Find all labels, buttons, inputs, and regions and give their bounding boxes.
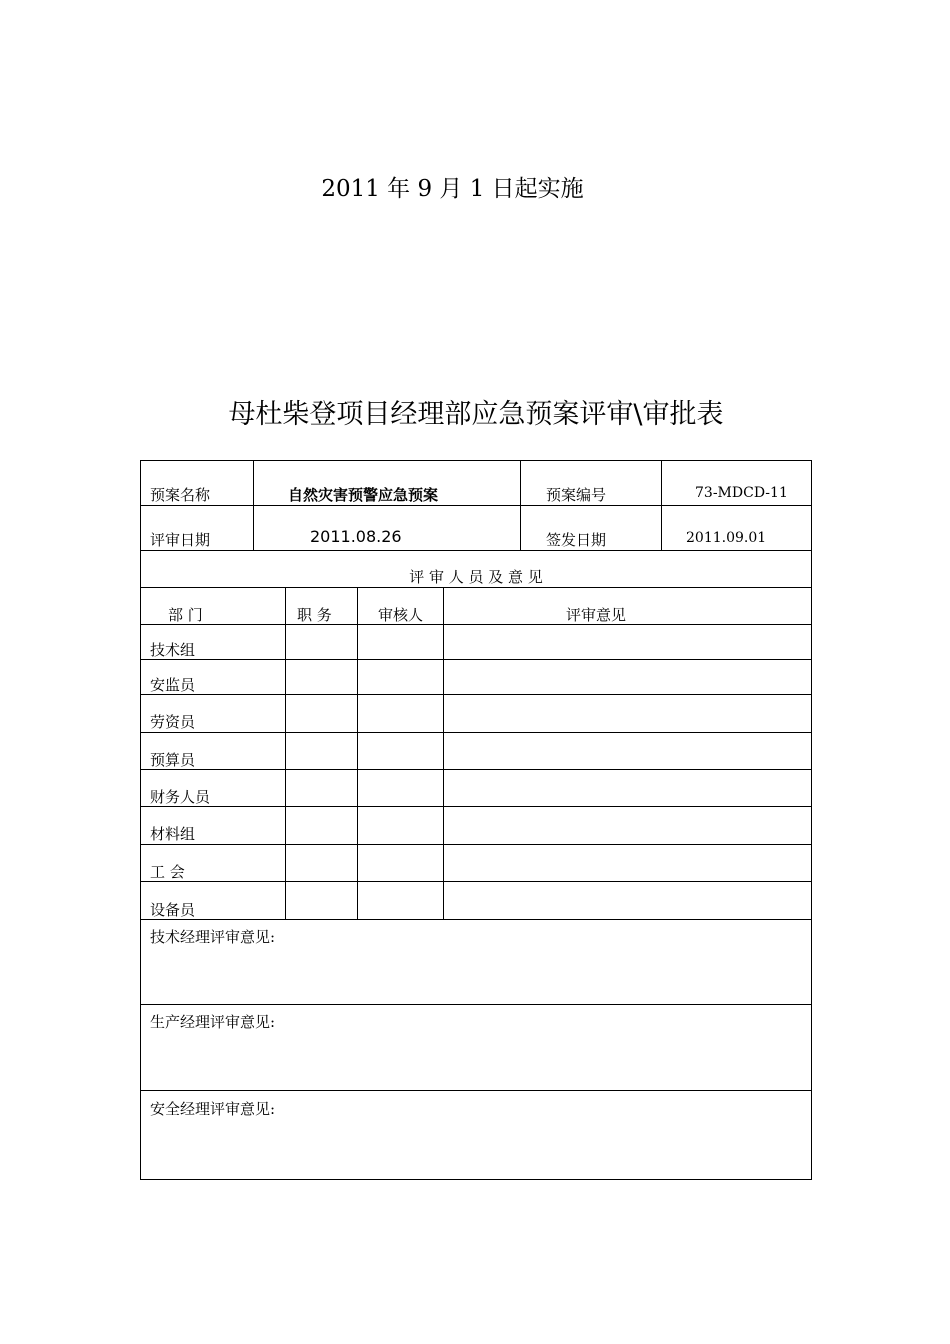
plan-number-value: 73-MDCD-11 [695, 485, 788, 501]
issue-date-label: 签发日期 [546, 531, 607, 549]
row-line [140, 1004, 812, 1005]
department-row-label: 材料组 [150, 825, 196, 843]
tech-manager-opinion-label: 技术经理评审意见: [150, 928, 276, 946]
issue-date-value: 2011.09.01 [686, 530, 767, 546]
review-approval-table [140, 460, 812, 1180]
col-header-department: 部 门 [168, 606, 203, 624]
safety-manager-opinion-label: 安全经理评审意见: [150, 1100, 276, 1118]
row-line [140, 806, 812, 807]
row-line [140, 624, 812, 625]
col-line [285, 587, 286, 919]
production-manager-opinion-label: 生产经理评审意见: [150, 1013, 276, 1031]
col-line [520, 460, 521, 550]
table-border-top [140, 460, 812, 461]
plan-name-value: 自然灾害预警应急预案 [288, 486, 439, 504]
review-date-label: 评审日期 [150, 531, 211, 549]
col-header-position: 职 务 [297, 606, 332, 624]
department-row-label: 技术组 [150, 641, 196, 659]
row-line [140, 844, 812, 845]
row-line [140, 732, 812, 733]
department-row-label: 劳资员 [150, 713, 196, 731]
col-line [443, 587, 444, 919]
row-line [140, 550, 812, 551]
row-line [140, 505, 812, 506]
plan-name-label: 预案名称 [150, 486, 211, 504]
row-line [140, 587, 812, 588]
section-title: 评 审 人 员 及 意 见 [409, 568, 543, 586]
col-line [253, 460, 254, 550]
row-line [140, 659, 812, 660]
col-line [357, 587, 358, 919]
col-header-reviewer: 审核人 [378, 606, 424, 624]
form-title: 母杜柴登项目经理部应急预案评审\审批表 [228, 399, 724, 430]
row-line [140, 881, 812, 882]
col-line [661, 460, 662, 550]
department-row-label: 财务人员 [150, 788, 211, 806]
department-row-label: 设备员 [150, 901, 196, 919]
row-line [140, 1090, 812, 1091]
col-header-opinion: 评审意见 [566, 606, 627, 624]
department-row-label: 工 会 [150, 863, 185, 881]
table-border-bottom [140, 1179, 812, 1180]
row-line [140, 769, 812, 770]
row-line [140, 919, 812, 920]
department-row-label: 安监员 [150, 676, 196, 694]
plan-number-label: 预案编号 [546, 486, 607, 504]
review-date-value: 2011.08.26 [310, 527, 402, 546]
department-row-label: 预算员 [150, 751, 196, 769]
implementation-date: 2011 年 9 月 1 日起实施 [321, 176, 584, 202]
row-line [140, 694, 812, 695]
